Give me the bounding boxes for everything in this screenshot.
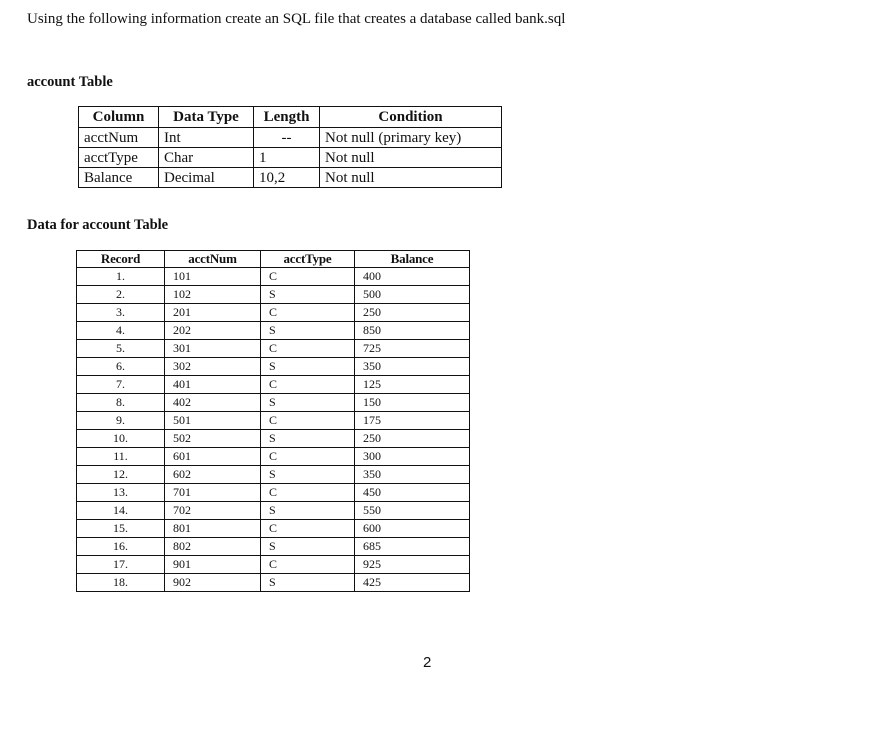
schema-header-data-type: Data Type [159,107,254,128]
data-cell-balance: 150 [355,394,470,412]
data-cell-acctnum: 502 [165,430,261,448]
data-cell-accttype: S [261,574,355,592]
table-row [77,502,470,520]
table-row [77,268,470,286]
data-cell-acctnum: 501 [165,412,261,430]
data-cell-acctnum: 302 [165,358,261,376]
table-row [77,286,470,304]
data-cell-accttype: S [261,286,355,304]
schema-cell-column: acctNum [79,128,159,148]
data-cell-accttype: C [261,520,355,538]
data-cell-acctnum: 802 [165,538,261,556]
data-cell-balance: 685 [355,538,470,556]
table-row [77,322,470,340]
data-cell-balance: 425 [355,574,470,592]
data-cell-record: 8. [77,394,165,412]
data-cell-accttype: C [261,556,355,574]
data-header-record: Record [77,251,165,268]
table-row [77,466,470,484]
table-row [77,358,470,376]
schema-header-column: Column [79,107,159,128]
data-cell-acctnum: 902 [165,574,261,592]
schema-cell-condition: Not null [320,168,502,188]
data-cell-accttype: C [261,412,355,430]
data-cell-record: 9. [77,412,165,430]
data-cell-acctnum: 201 [165,304,261,322]
table-row [77,574,470,592]
data-cell-accttype: C [261,268,355,286]
schema-cell-data-type: Char [159,148,254,168]
data-cell-record: 6. [77,358,165,376]
data-table-heading: Data for account Table [27,217,169,233]
account-table-heading: account Table [27,74,113,90]
data-cell-acctnum: 301 [165,340,261,358]
data-cell-record: 14. [77,502,165,520]
data-header-balance: Balance [355,251,470,268]
data-cell-balance: 175 [355,412,470,430]
data-cell-record: 13. [77,484,165,502]
data-cell-balance: 300 [355,448,470,466]
schema-row [79,128,502,148]
table-row [77,340,470,358]
data-cell-record: 2. [77,286,165,304]
table-row [77,412,470,430]
account-schema-table [78,106,502,188]
schema-cell-length: 10,2 [254,168,320,188]
schema-cell-condition: Not null (primary key) [320,128,502,148]
data-cell-accttype: S [261,538,355,556]
data-cell-acctnum: 702 [165,502,261,520]
table-row [77,520,470,538]
data-cell-accttype: S [261,358,355,376]
table-row [77,556,470,574]
data-cell-balance: 450 [355,484,470,502]
data-cell-acctnum: 602 [165,466,261,484]
data-cell-acctnum: 202 [165,322,261,340]
account-data-table [76,250,470,592]
data-cell-balance: 400 [355,268,470,286]
data-cell-record: 10. [77,430,165,448]
data-cell-record: 5. [77,340,165,358]
schema-header-length: Length [254,107,320,128]
schema-header-row [79,107,502,128]
table-row [77,484,470,502]
schema-cell-data-type: Int [159,128,254,148]
data-cell-balance: 250 [355,304,470,322]
data-cell-accttype: S [261,322,355,340]
page-number: 2 [423,654,432,671]
data-cell-balance: 350 [355,466,470,484]
data-cell-record: 17. [77,556,165,574]
data-cell-acctnum: 401 [165,376,261,394]
data-cell-acctnum: 402 [165,394,261,412]
data-cell-accttype: S [261,394,355,412]
table-row [77,394,470,412]
table-row [77,430,470,448]
data-cell-balance: 600 [355,520,470,538]
data-cell-acctnum: 102 [165,286,261,304]
schema-header-condition: Condition [320,107,502,128]
schema-row [79,168,502,188]
data-cell-acctnum: 701 [165,484,261,502]
data-cell-accttype: C [261,484,355,502]
data-cell-record: 15. [77,520,165,538]
data-cell-record: 18. [77,574,165,592]
data-cell-record: 11. [77,448,165,466]
data-cell-balance: 850 [355,322,470,340]
data-cell-balance: 725 [355,340,470,358]
data-cell-accttype: S [261,466,355,484]
data-cell-record: 1. [77,268,165,286]
data-header-acctnum: acctNum [165,251,261,268]
data-cell-acctnum: 601 [165,448,261,466]
intro-instruction: Using the following information create an SQL file that creates a database called bank.sql [27,11,566,27]
data-cell-acctnum: 901 [165,556,261,574]
schema-cell-column: acctType [79,148,159,168]
data-cell-acctnum: 801 [165,520,261,538]
data-cell-record: 16. [77,538,165,556]
table-row [77,304,470,322]
data-header-accttype: acctType [261,251,355,268]
data-cell-accttype: C [261,448,355,466]
schema-cell-column: Balance [79,168,159,188]
data-cell-accttype: C [261,340,355,358]
schema-cell-length: -- [254,128,320,148]
data-cell-acctnum: 101 [165,268,261,286]
data-cell-accttype: S [261,430,355,448]
schema-cell-length: 1 [254,148,320,168]
schema-row [79,148,502,168]
table-row [77,376,470,394]
schema-cell-data-type: Decimal [159,168,254,188]
data-cell-accttype: S [261,502,355,520]
data-header-row [77,251,470,268]
data-cell-record: 4. [77,322,165,340]
schema-cell-condition: Not null [320,148,502,168]
data-cell-balance: 125 [355,376,470,394]
data-cell-balance: 350 [355,358,470,376]
data-cell-record: 12. [77,466,165,484]
table-row [77,448,470,466]
data-cell-accttype: C [261,304,355,322]
data-cell-balance: 925 [355,556,470,574]
data-cell-record: 7. [77,376,165,394]
data-cell-record: 3. [77,304,165,322]
data-cell-balance: 550 [355,502,470,520]
data-cell-accttype: C [261,376,355,394]
data-cell-balance: 500 [355,286,470,304]
data-cell-balance: 250 [355,430,470,448]
table-row [77,538,470,556]
